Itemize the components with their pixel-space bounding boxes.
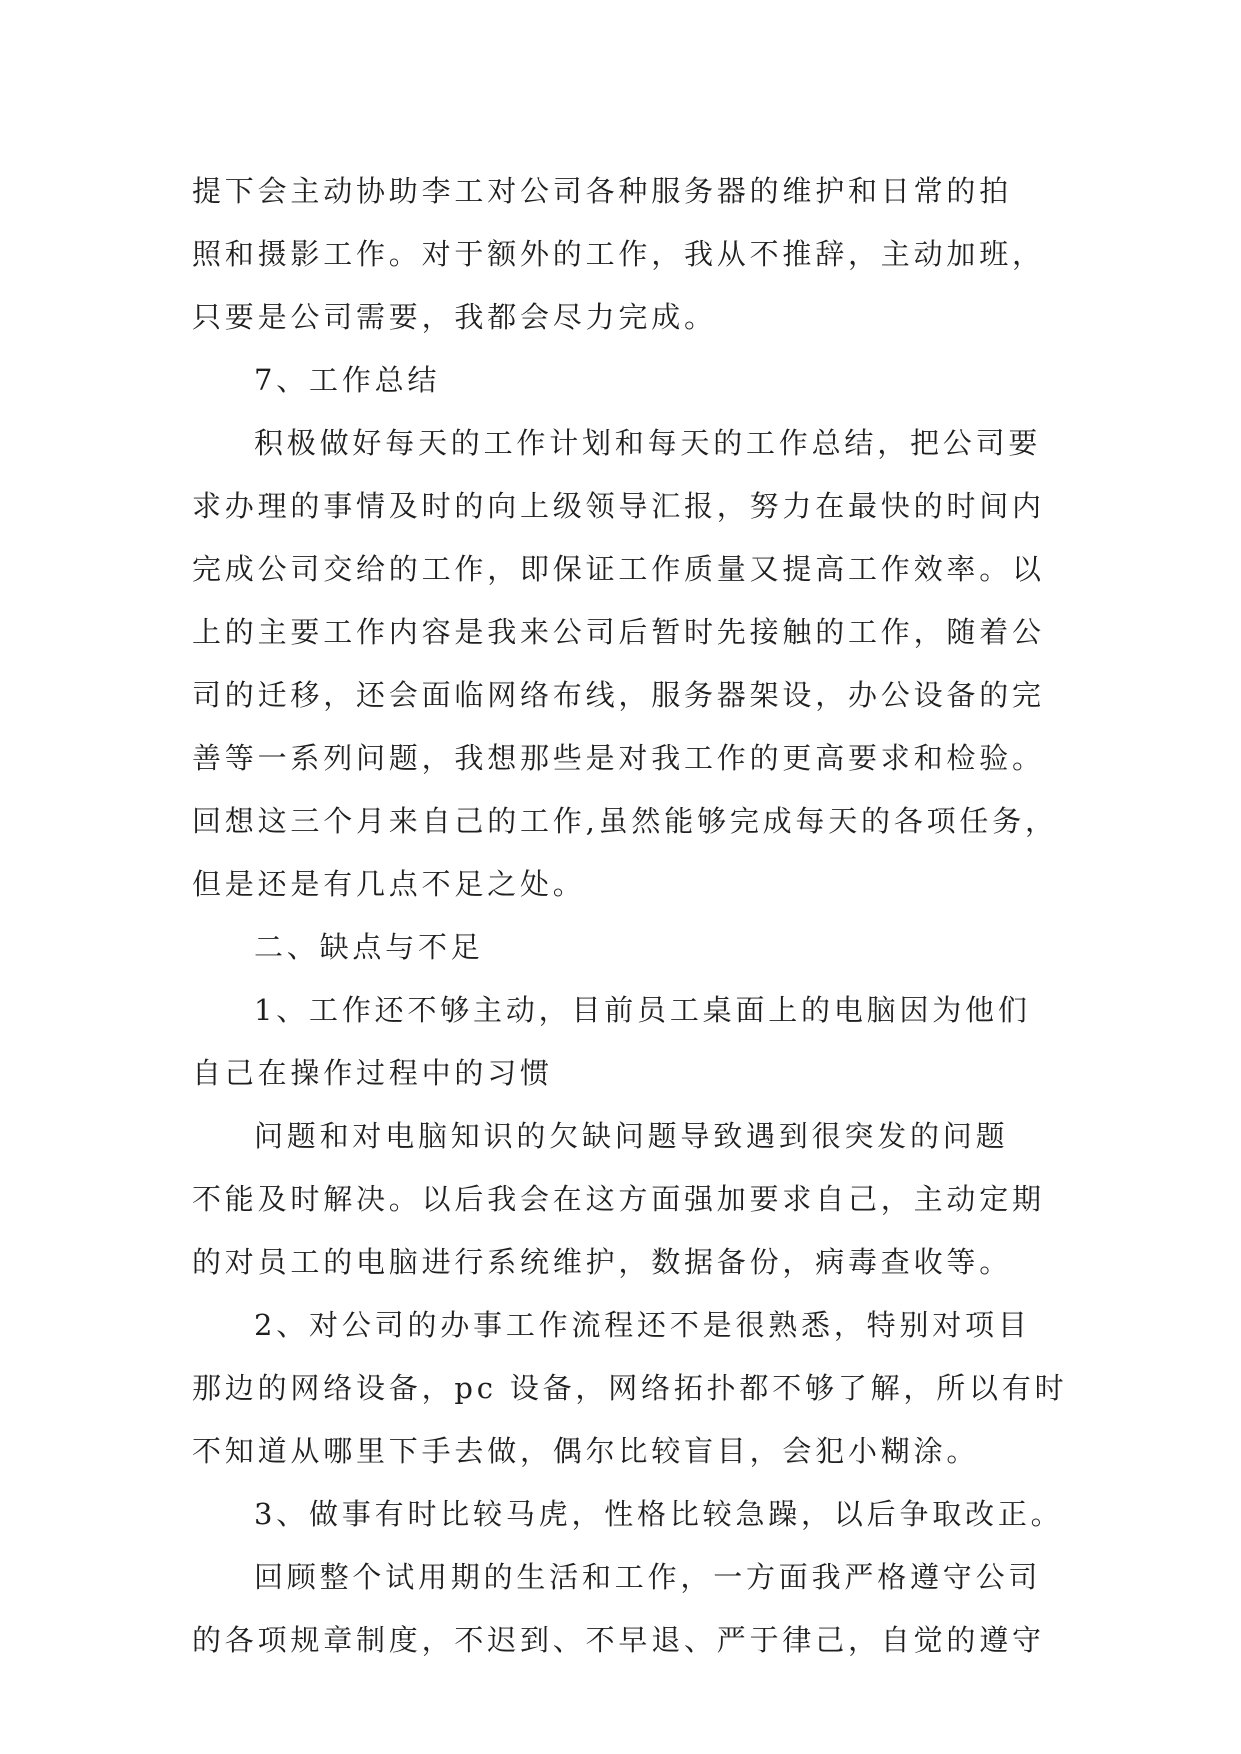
text-line: 只要是公司需要，我都会尽力完成。 <box>192 300 717 334</box>
text-line: 那边的网络设备，pc 设备，网络拓扑都不够了解，所以有时 <box>192 1371 1068 1405</box>
text-line: 问题和对电脑知识的欠缺问题导致遇到很突发的问题 <box>254 1119 1009 1153</box>
text-line: 积极做好每天的工作计划和每天的工作总结，把公司要 <box>254 426 1042 460</box>
text-line: 提下会主动协助李工对公司各种服务器的维护和日常的拍 <box>192 174 1013 208</box>
text-line: 善等一系列问题，我想那些是对我工作的更高要求和检验。 <box>192 741 1045 775</box>
text-line: 完成公司交给的工作，即保证工作质量又提高工作效率。以 <box>192 552 1045 586</box>
text-line: 照和摄影工作。对于额外的工作，我从不推辞，主动加班， <box>192 237 1045 271</box>
text-line: 不知道从哪里下手去做，偶尔比较盲目，会犯小糊涂。 <box>192 1434 980 1468</box>
text-line: 回顾整个试用期的生活和工作，一方面我严格遵守公司 <box>254 1560 1042 1594</box>
text-line: 司的迁移，还会面临网络布线，服务器架设，办公设备的完 <box>192 678 1045 712</box>
text-line: 不能及时解决。以后我会在这方面强加要求自己，主动定期 <box>192 1182 1045 1216</box>
text-line: 上的主要工作内容是我来公司后暂时先接触的工作，随着公 <box>192 615 1045 649</box>
text-line: 2、对公司的办事工作流程还不是很熟悉，特别对项目 <box>254 1308 1031 1342</box>
text-line: 的各项规章制度，不迟到、不早退、严于律己，自觉的遵守 <box>192 1623 1045 1657</box>
text-line: 但是还是有几点不足之处。 <box>192 867 586 901</box>
text-line: 自己在操作过程中的习惯 <box>192 1056 553 1090</box>
text-line: 3、做事有时比较马虎，性格比较急躁，以后争取改正。 <box>254 1497 1064 1531</box>
section-heading-shortcomings: 二、缺点与不足 <box>254 930 484 964</box>
document-body <box>192 160 1072 1672</box>
text-line: 的对员工的电脑进行系统维护，数据备份，病毒查收等。 <box>192 1245 1013 1279</box>
section-heading-work-summary: 7、工作总结 <box>254 363 441 397</box>
text-line: 求办理的事情及时的向上级领导汇报，努力在最快的时间内 <box>192 489 1045 523</box>
text-line: 回想这三个月来自己的工作,虽然能够完成每天的各项任务， <box>192 804 1058 838</box>
text-line: 1、工作还不够主动，目前员工桌面上的电脑因为他们 <box>254 993 1031 1027</box>
